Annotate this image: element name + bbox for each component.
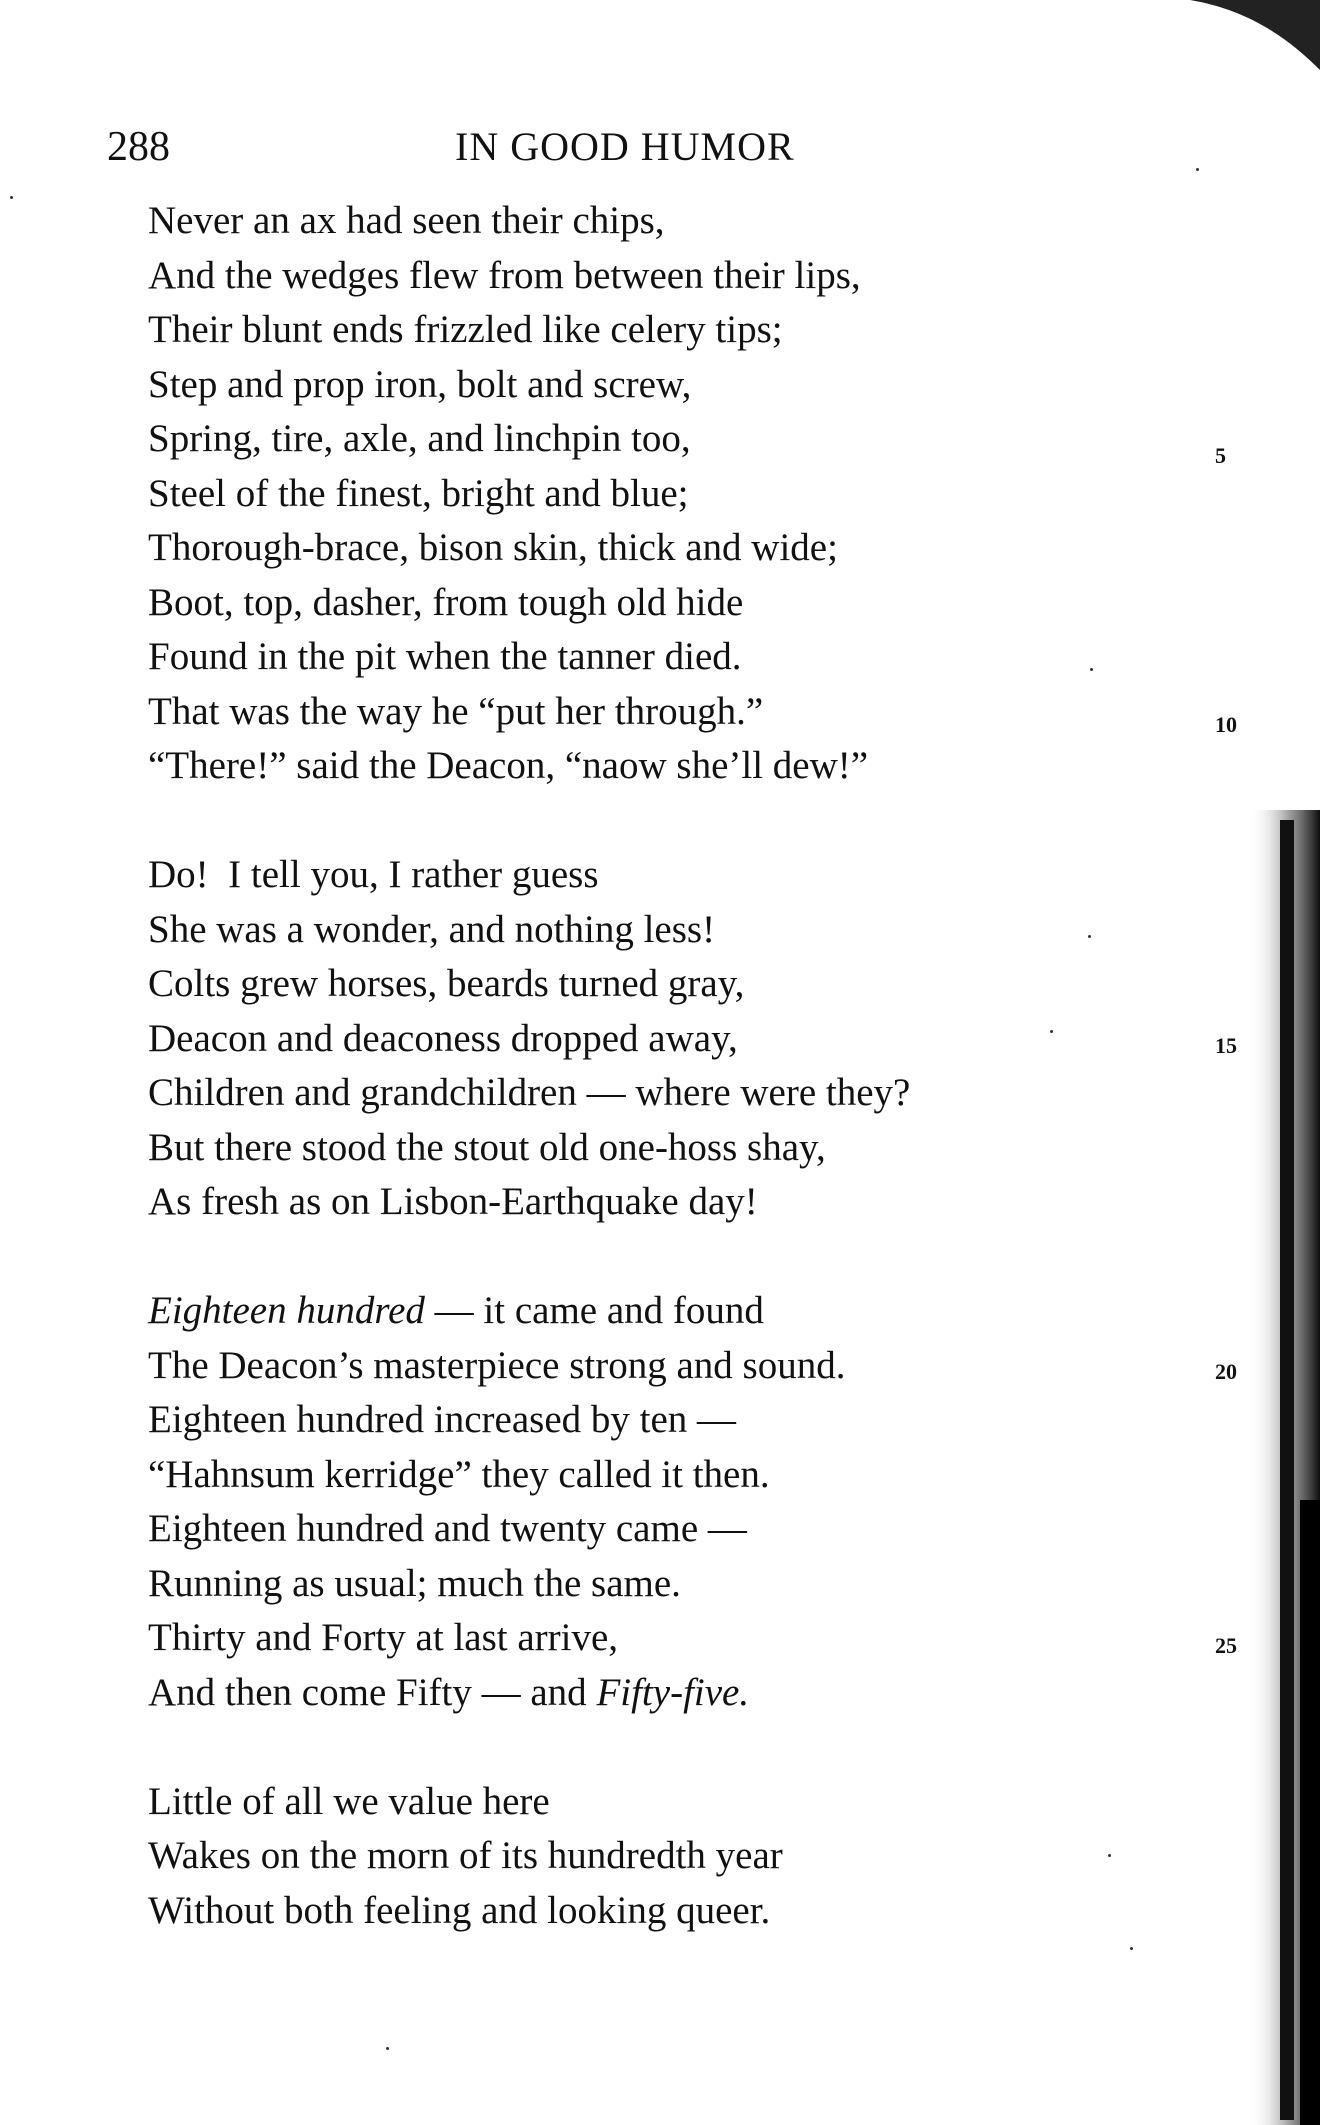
- stanza: [148, 1775, 1148, 1939]
- speck: [1090, 668, 1093, 671]
- poem-line: Found in the pit when the tanner died.: [148, 635, 742, 678]
- poem-line: Never an ax had seen their chips,: [148, 199, 665, 242]
- stanza: [148, 848, 1148, 1230]
- poem-line: Colts grew horses, beards turned gray,: [148, 962, 745, 1005]
- line-number: 5: [1215, 443, 1226, 468]
- line-start: And then come Fifty — and: [148, 1670, 597, 1714]
- poem-line: Children and grandchildren — where were they?: [148, 1071, 911, 1114]
- speck: [10, 196, 13, 199]
- poem-line: But there stood the stout old one-hoss shay,: [148, 1125, 826, 1169]
- poem-line: “There!” said the Deacon, “naow she’ll dew!”: [148, 744, 869, 787]
- poem-line: And the wedges flew from between their lips,: [148, 253, 861, 297]
- stanza: [148, 194, 1148, 794]
- poem-line: “Hahnsum kerridge” they called it then.: [148, 1452, 770, 1496]
- poem-line: Steel of the finest, bright and blue;: [148, 471, 689, 515]
- poem-line: Without both feeling and looking queer.: [148, 1888, 771, 1932]
- poem-line: Running as usual; much the same.: [148, 1561, 681, 1605]
- poem-body: [148, 194, 1148, 1993]
- poem-line: That was the way he “put her through.”: [148, 689, 764, 733]
- line-number: 20: [1215, 1359, 1237, 1384]
- italic-phrase: Eighteen hundred: [148, 1289, 425, 1332]
- poem-line: Wakes on the morn of its hundredth year: [148, 1834, 783, 1877]
- poem-line: Spring, tire, axle, and linchpin too,: [148, 417, 691, 460]
- running-head: IN GOOD HUMOR: [455, 124, 795, 169]
- line-number: 10: [1215, 712, 1237, 737]
- poem-line: [148, 1284, 1148, 1339]
- line-number: 15: [1215, 1033, 1237, 1058]
- page-number: 288: [107, 124, 170, 170]
- poem-line: Little of all we value here: [148, 1779, 550, 1823]
- poem-line: Step and prop iron, bolt and screw,: [148, 362, 692, 406]
- page-curl: [1160, 0, 1320, 70]
- page-header: [0, 112, 1320, 182]
- poem-line: Do! I tell you, I rather guess: [148, 853, 599, 896]
- poem-line: Thirty and Forty at last arrive,: [148, 1616, 619, 1659]
- italic-phrase: Fifty-five.: [596, 1670, 750, 1714]
- poem-line: Eighteen hundred increased by ten —: [148, 1398, 737, 1441]
- poem-line: She was a wonder, and nothing less!: [148, 907, 716, 951]
- binding-shadow: [1250, 0, 1320, 2125]
- speck: [1088, 935, 1091, 938]
- speck: [386, 2047, 389, 2050]
- poem-line: Eighteen hundred and twenty came —: [148, 1507, 747, 1550]
- line-remainder: — it came and found: [424, 1289, 764, 1332]
- poem-line: [148, 1666, 1148, 1721]
- stanza: [148, 1284, 1148, 1720]
- poem-line: Deacon and deaconess dropped away,: [148, 1016, 738, 1060]
- speck: [1050, 1030, 1053, 1033]
- poem-line: As fresh as on Lisbon-Earthquake day!: [148, 1180, 758, 1223]
- line-number: 25: [1215, 1633, 1237, 1658]
- poem-line: Thorough-brace, bison skin, thick and wide;: [148, 526, 838, 569]
- poem-line: Their blunt ends frizzled like celery tips;: [148, 308, 783, 351]
- speck: [1108, 1854, 1111, 1857]
- poem-line: Boot, top, dasher, from tough old hide: [148, 580, 744, 624]
- speck: [1196, 168, 1199, 171]
- poem-line: The Deacon’s masterpiece strong and sound.: [148, 1343, 846, 1387]
- speck: [1130, 1947, 1133, 1950]
